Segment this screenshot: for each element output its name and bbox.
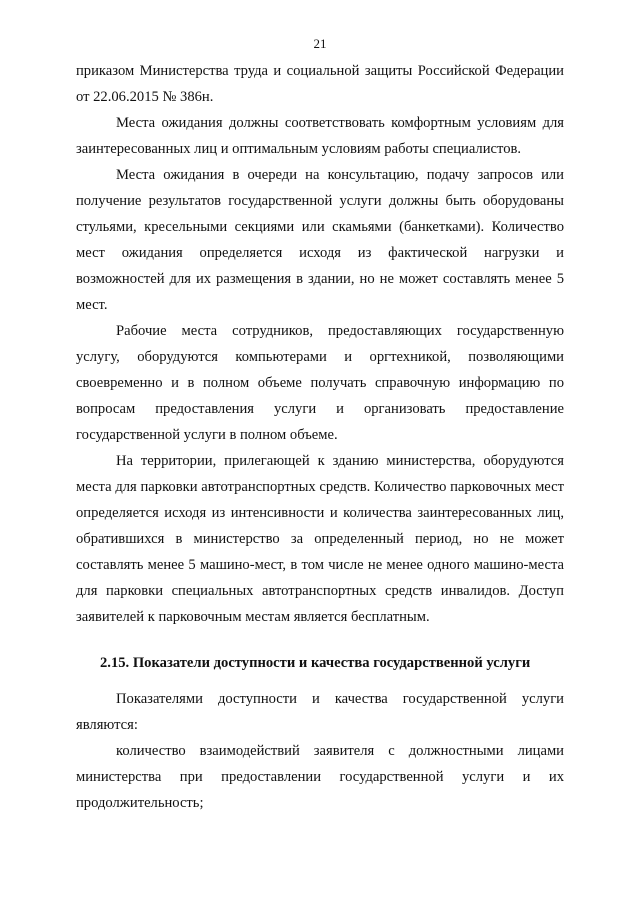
paragraph-indicators-intro: Показателями доступности и качества государственной услуги являются:	[76, 691, 564, 733]
paragraph-waiting-areas-seating: Места ожидания в очереди на консультацию, подачу запросов или получение результатов государственной услуги должны быть оборудованы стульями, кресельными секциями или скамьями (банкетками). Количество мест ожидания определяется исходя из фактической нагрузки и возможностей для их размещения в здании, но не может составлять менее 5 мест.	[76, 167, 564, 313]
page-number: 21	[313, 36, 327, 51]
paragraph-workplaces: Рабочие места сотрудников, предоставляющих государственную услугу, оборудуются компьютерами и оргтехникой, позволяющими своевременно и в полном объеме получать справочную информацию по вопросам предоставления услуги и организовать предоставление государственной услуги в полном объеме.	[76, 323, 564, 443]
section-heading: 2.15. Показатели доступности и качества государственной услуги	[100, 655, 531, 671]
paragraph-indicators-interactions: количество взаимодействий заявителя с должностными лицами министерства при предоставлении государственной услуги и их продолжительность;	[76, 743, 564, 811]
paragraph-parking: На территории, прилегающей к зданию министерства, оборудуются места для парковки автотранспортных средств. Количество парковочных мест определяется исходя из интенсивности и количества заинтересованных лиц, обратившихся в министерство за определенный период, но не может составлять менее 5 машино-мест, в том числе не менее одного машино-места для парковки специальных автотранспортных средств инвалидов. Доступ заявителей к парковочным местам является бесплатным.	[76, 453, 564, 625]
paragraph-order-reference: приказом Министерства труда и социальной защиты Российской Федерации от 22.06.2015 № 386н.	[76, 63, 564, 105]
document-body	[76, 58, 564, 816]
paragraph-waiting-areas-comfort: Места ожидания должны соответствовать комфортным условиям для заинтересованных лиц и оптимальным условиям работы специалистов.	[76, 115, 564, 157]
